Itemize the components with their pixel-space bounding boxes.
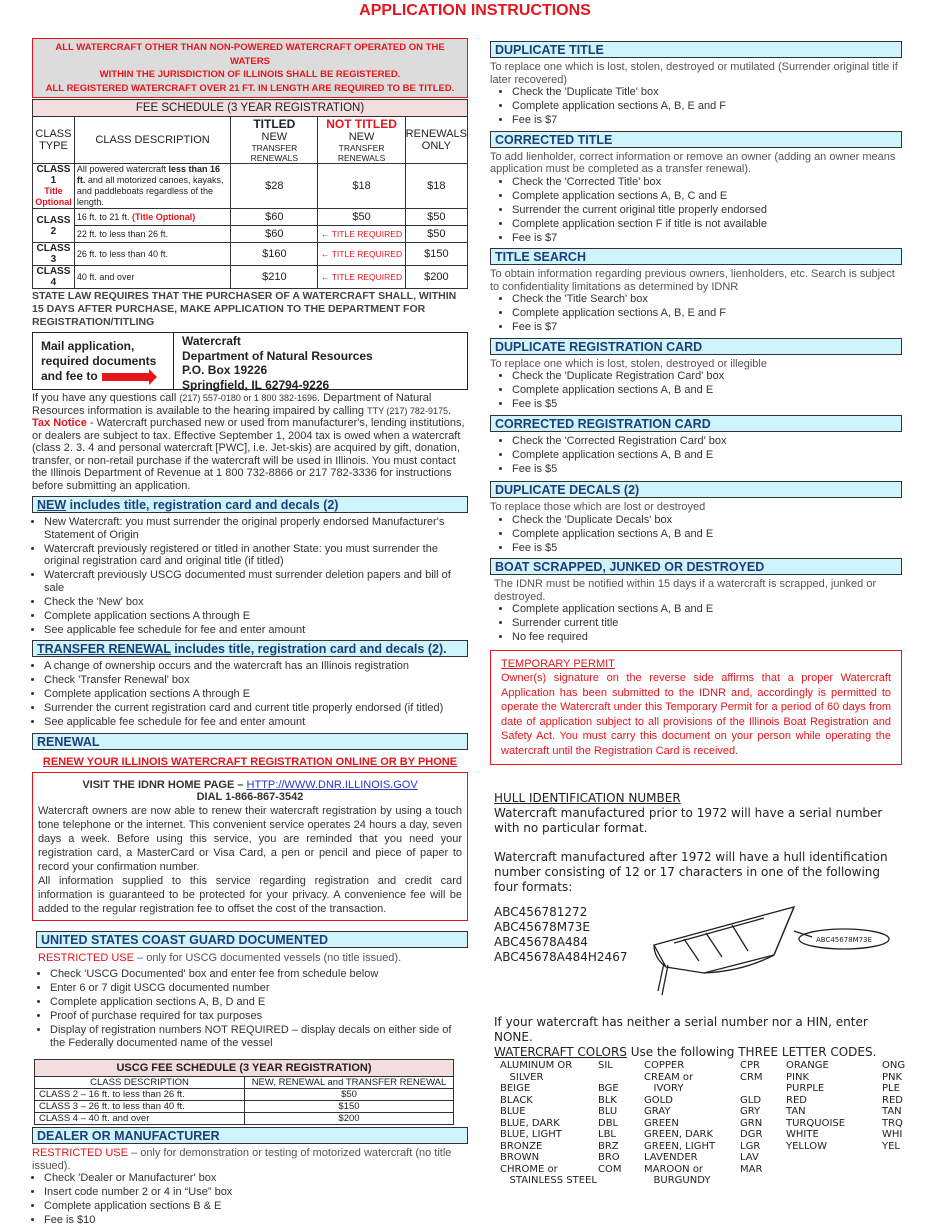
renewal-paragraph: All information supplied to this service regarding registration and credit card information is guaranteed to be protected for your privacy. A convenience fee will be added to the regular registration fee to offset the cost of the transaction. bbox=[38, 874, 462, 915]
color-code: SIL bbox=[598, 1060, 613, 1071]
mail-line: required documents bbox=[41, 354, 157, 368]
restricted-use-text: – only for USCG documented vessels (no title issued). bbox=[133, 951, 402, 964]
restricted-use-text: – only for demonstration or testing of motorized watercraft (no title issued). bbox=[32, 1147, 452, 1172]
section-header-boat-scrapped: BOAT SCRAPPED, JUNKED OR DESTROYED bbox=[490, 558, 902, 575]
fee-value: $150 bbox=[405, 243, 467, 266]
list-item: • Check the 'Corrected Title' box bbox=[512, 176, 902, 189]
state-law-notice: STATE LAW REQUIRES THAT THE PURCHASER OF A WATERCRAFT SHALL, WITHIN 15 DAYS AFTER PURCHASE, MAKE APPLICATION TO THE DEPARTMENT FOR REGISTRATION/TITLING bbox=[32, 290, 457, 328]
section-header-duplicate-title: DUPLICATE TITLE bbox=[490, 41, 902, 58]
col-fee: NEW, RENEWAL and TRANSFER RENEWAL bbox=[245, 1077, 454, 1089]
header-keyword: TRANSFER RENEWAL bbox=[37, 642, 171, 656]
corrected-title-list bbox=[512, 176, 902, 245]
color-row bbox=[500, 1118, 912, 1130]
renewal-box bbox=[32, 772, 468, 921]
class-2b-description: 22 ft. to less than 26 ft. bbox=[74, 226, 230, 243]
section-text: To replace one which is lost, stolen, destroyed or illegible bbox=[490, 357, 767, 370]
dealer-restricted bbox=[32, 1147, 468, 1172]
list-item: • Check the 'Title Search' box bbox=[512, 293, 902, 306]
color-name: ALUMINUM OR bbox=[500, 1060, 573, 1071]
color-code: PLE bbox=[882, 1083, 900, 1094]
color-name: TURQUOISE bbox=[786, 1117, 846, 1129]
renew-online-heading: RENEW YOUR ILLINOIS WATERCRAFT REGISTRATION ONLINE OR BY PHONE bbox=[42, 755, 458, 768]
visit-label: VISIT THE IDNR HOME PAGE – bbox=[82, 778, 247, 791]
uscg-fee-table bbox=[34, 1059, 454, 1125]
fee-value: $160 bbox=[231, 243, 318, 266]
color-name: BURGUNDY bbox=[644, 1175, 711, 1186]
tax-notice-label: Tax Notice bbox=[32, 417, 87, 429]
tax-notice-text: - Watercraft purchased new or used from manufacturer's, lending institutions, or dealers are subject to tax. Effective September 1, 2004 tax is owed when a watercraft (class 2. 3. 4 and personal watercraft [PWC], i.e. Jet-skis) are acquired by gift, donation, transfer, or non-retail purchase if the watercraft will be used in Illinois. You must contact the Illinois Department of Revenue at 1 800 732-8866 or 217 782-3336 for instructions before submitting an application. bbox=[32, 417, 465, 492]
list-item: • Insert code number 2 or 4 in “Use” box bbox=[44, 1186, 468, 1199]
color-row bbox=[500, 1060, 912, 1072]
list-item: • Surrender current title bbox=[512, 617, 902, 630]
fee-value: $28 bbox=[231, 164, 318, 209]
color-name: BRONZE bbox=[500, 1140, 543, 1152]
table-row bbox=[33, 243, 468, 266]
color-code: WHI bbox=[882, 1129, 903, 1140]
restricted-use-label: RESTRICTED USE bbox=[32, 1147, 128, 1159]
hin-format: ABC456781272 bbox=[494, 905, 588, 919]
idnr-home-link[interactable]: HTTP://WWW.DNR.ILLINOIS.GOV bbox=[246, 778, 418, 791]
section-header-title-search: TITLE SEARCH bbox=[490, 248, 902, 265]
title-search-list bbox=[512, 293, 902, 334]
color-codes-table bbox=[500, 1060, 912, 1187]
restricted-use-label: RESTRICTED USE bbox=[38, 951, 134, 964]
color-row bbox=[500, 1175, 912, 1187]
uscg-fee-caption: USCG FEE SCHEDULE (3 YEAR REGISTRATION) bbox=[35, 1060, 454, 1077]
class-label: CLASS 4 bbox=[33, 266, 75, 289]
registration-banner bbox=[32, 38, 468, 98]
table-row bbox=[33, 164, 468, 209]
list-item: • No fee required bbox=[512, 631, 902, 644]
hull-heading: HULL IDENTIFICATION NUMBER bbox=[494, 791, 681, 805]
fee-value: $50 bbox=[318, 209, 405, 226]
color-row bbox=[500, 1141, 912, 1153]
col-class-type: CLASS TYPE bbox=[33, 117, 75, 164]
section-header-new bbox=[32, 496, 468, 513]
title-required: ← TITLE REQUIRED bbox=[318, 266, 405, 289]
phone-numbers: (217) 557-0180 or 1 800 382-1696 bbox=[179, 393, 317, 403]
section-header-dealer: DEALER OR MANUFACTURER bbox=[32, 1127, 468, 1144]
new-label: NEW bbox=[348, 131, 375, 143]
color-code: CPR bbox=[740, 1060, 760, 1071]
list-item: • Fee is $7 bbox=[512, 232, 902, 245]
hull-paragraph: Watercraft manufactured after 1972 will have a hull identification number consisting of 12 or 17 characters in one of the following four formats: bbox=[494, 850, 888, 894]
hull-section bbox=[490, 791, 902, 1060]
class-cell: CLASS 3 – 26 ft. to less than 40 ft. bbox=[35, 1101, 245, 1113]
new-label: NEW bbox=[261, 131, 288, 143]
list-item: • Check the 'Duplicate Title' box bbox=[512, 86, 902, 99]
mail-address-box bbox=[32, 332, 468, 390]
col-renewals-only: RENEWALS ONLY bbox=[405, 117, 467, 164]
tty-number: TTY (217) 782-9175 bbox=[367, 405, 448, 416]
list-item: • Check 'Transfer Renewal' box bbox=[44, 674, 468, 687]
color-code: DBL bbox=[598, 1117, 619, 1129]
fee-value: $200 bbox=[405, 266, 467, 289]
list-item: • Check the 'Duplicate Decals' box bbox=[512, 514, 902, 527]
color-name bbox=[786, 1152, 882, 1164]
fee-value: $60 bbox=[231, 209, 318, 226]
list-item: • Complete application sections A through E bbox=[44, 688, 468, 701]
fee-value: $60 bbox=[231, 226, 318, 243]
new-list bbox=[44, 516, 468, 636]
transfer-list bbox=[44, 660, 468, 729]
transfer-renewals-label: TRANSFER RENEWALS bbox=[250, 143, 299, 163]
color-name: COPPER bbox=[644, 1060, 685, 1071]
color-name: CHROME or bbox=[500, 1163, 558, 1175]
duplicate-title-list bbox=[512, 86, 902, 127]
color-code bbox=[598, 1175, 644, 1187]
arrow-right-icon bbox=[102, 373, 150, 381]
color-code bbox=[740, 1175, 786, 1187]
class-cell: CLASS 2 – 16 ft. to less than 26 ft. bbox=[35, 1089, 245, 1101]
section-header-duplicate-registration: DUPLICATE REGISTRATION CARD bbox=[490, 338, 902, 355]
fee-value: $50 bbox=[405, 209, 467, 226]
color-name: PINK bbox=[786, 1071, 810, 1083]
color-code: MAR bbox=[740, 1163, 763, 1175]
fee-value: $150 bbox=[245, 1101, 454, 1113]
left-column bbox=[32, 38, 468, 1228]
color-name: BLUE, LIGHT bbox=[500, 1129, 562, 1140]
color-code: GRY bbox=[740, 1106, 761, 1117]
hin-format: ABC45678A484 bbox=[494, 935, 588, 949]
address-line: Springfield, IL 62794-9226 bbox=[182, 377, 330, 392]
list-item: • Fee is $5 bbox=[512, 398, 902, 411]
list-item: • Enter 6 or 7 digit USCG documented number bbox=[50, 982, 468, 995]
text: If you have any questions call bbox=[32, 392, 180, 404]
color-name bbox=[786, 1175, 882, 1187]
boat-scrapped-list bbox=[512, 603, 902, 644]
list-item: • Fee is $5 bbox=[512, 542, 902, 555]
color-code: GRN bbox=[740, 1117, 763, 1129]
list-item: • Complete application sections A, B and E bbox=[512, 449, 902, 462]
list-item: • Complete application sections A, B, D and E bbox=[50, 996, 468, 1009]
color-code: BGE bbox=[598, 1083, 619, 1094]
color-code: ONG bbox=[882, 1060, 906, 1071]
color-name: PURPLE bbox=[786, 1083, 825, 1094]
list-item: • Check 'Dealer or Manufacturer' box bbox=[44, 1172, 468, 1185]
desc-text: and all motorized canoes, kayaks, and paddleboats regardless of the length. bbox=[76, 175, 224, 207]
banner-line: ALL REGISTERED WATERCRAFT OVER 21 FT. IN LENGTH ARE REQUIRED TO BE TITLED. bbox=[45, 82, 455, 94]
not-titled-label: NOT TITLED bbox=[326, 117, 397, 131]
color-name bbox=[786, 1164, 882, 1176]
list-item: • Complete application sections A, B and E bbox=[512, 528, 902, 541]
color-code: BLK bbox=[598, 1094, 617, 1106]
color-name: BEIGE bbox=[500, 1083, 531, 1094]
list-item: • See applicable fee schedule for fee and enter amount bbox=[44, 624, 468, 637]
list-item: • A change of ownership occurs and the watercraft has an Illinois registration bbox=[44, 660, 468, 673]
titled-label: TITLED bbox=[253, 117, 296, 131]
mail-address bbox=[174, 333, 381, 392]
list-item: • Proof of purchase required for tax purposes bbox=[50, 1010, 468, 1023]
color-name: SILVER bbox=[500, 1071, 544, 1083]
color-code: CRM bbox=[740, 1071, 763, 1083]
mail-instructions bbox=[33, 333, 174, 389]
color-name: YELLOW bbox=[786, 1140, 827, 1152]
fee-value: $200 bbox=[245, 1113, 454, 1125]
list-item: • Check the 'Duplicate Registration Card' box bbox=[512, 370, 902, 383]
color-code: RED bbox=[882, 1094, 903, 1106]
colors-heading bbox=[494, 1045, 902, 1060]
temporary-permit-heading: TEMPORARY PERMIT bbox=[501, 657, 615, 670]
color-name: MAROON or bbox=[644, 1163, 704, 1175]
list-item: • Surrender the current original title properly endorsed bbox=[512, 204, 902, 217]
color-row bbox=[500, 1106, 912, 1118]
color-code: BRO bbox=[598, 1152, 620, 1163]
color-name: BLUE, DARK bbox=[500, 1117, 560, 1129]
color-row bbox=[500, 1072, 912, 1084]
corrected-registration-list bbox=[512, 435, 902, 476]
table-row bbox=[35, 1089, 454, 1101]
hull-paragraph: Watercraft manufactured prior to 1972 will have a serial number with no particular format. bbox=[494, 806, 883, 835]
class-cell: CLASS 4 – 40 ft. and over bbox=[35, 1113, 245, 1125]
fee-schedule-table bbox=[32, 99, 468, 289]
color-row bbox=[500, 1095, 912, 1107]
color-row bbox=[500, 1164, 912, 1176]
section-text: To replace one which is lost, stolen, destroyed or mutilated (Surrender original title if later recovered) bbox=[490, 61, 898, 86]
fee-schedule-caption: FEE SCHEDULE (3 YEAR REGISTRATION) bbox=[33, 100, 468, 117]
list-item: • See applicable fee schedule for fee and enter amount bbox=[44, 716, 468, 729]
list-item: • New Watercraft: you must surrender the original properly endorsed Manufacturer's Statement of Origin bbox=[44, 516, 468, 541]
title-required: ← TITLE REQUIRED bbox=[318, 226, 405, 243]
color-code bbox=[598, 1072, 644, 1084]
list-item: • Complete application sections A, B and E bbox=[512, 603, 902, 616]
desc-bold: less than 16 ft. bbox=[76, 164, 220, 185]
color-row bbox=[500, 1129, 912, 1141]
color-code: TAN bbox=[882, 1106, 902, 1117]
temporary-permit-box bbox=[490, 650, 902, 766]
color-name: STAINLESS STEEL bbox=[500, 1175, 597, 1186]
color-name: BLACK bbox=[500, 1094, 533, 1106]
section-header-duplicate-decals: DUPLICATE DECALS (2) bbox=[490, 481, 902, 498]
right-column bbox=[490, 41, 906, 1187]
title-required: ← TITLE REQUIRED bbox=[318, 243, 405, 266]
class-2a-description bbox=[74, 209, 230, 226]
list-item: • Complete application sections A, B, E and F bbox=[512, 100, 902, 113]
header-keyword: NEW bbox=[37, 498, 67, 512]
colors-text: Use the following THREE LETTER CODES. bbox=[626, 1045, 877, 1059]
text: . Department of Natural Resources information is available to the hearing impaired by calling bbox=[32, 392, 432, 417]
class-label: CLASS 3 bbox=[33, 243, 75, 266]
renewal-paragraph: Watercraft owners are now able to renew their watercraft registration by using a touch tone telephone or the internet. This convenient service operates 24 hours a day, seven days a week. Before using this service, you are reminded that you need your registration card, a MasterCard or Visa Card, a pen or pencil and piece of paper to record your confirmation number. bbox=[38, 804, 462, 873]
color-row bbox=[500, 1083, 912, 1095]
address-line: P.O. Box 19226 bbox=[182, 363, 268, 377]
color-code: BRZ bbox=[598, 1140, 619, 1152]
color-code bbox=[882, 1164, 912, 1176]
header-text: includes title, registration card and decals (2) bbox=[66, 498, 339, 512]
hin-format: ABC45678M73E bbox=[494, 920, 590, 934]
color-code: YEL bbox=[882, 1140, 900, 1152]
section-header-corrected-title: CORRECTED TITLE bbox=[490, 131, 902, 148]
title-optional: (Title Optional) bbox=[131, 211, 196, 222]
color-name: BROWN bbox=[500, 1152, 540, 1163]
temporary-permit-text: Owner(s) signature on the reverse side affirms that a proper Watercraft Application has been submitted to the IDNR and, accordingly is permitted to operate the Watercraft under this Temporary Permit for a period of 60 days from date of application subject to all provisions of the Illinois Boat Registration and Safety Act. You must carry this document on your person while operating the watercraft until the Registration Card is received. bbox=[501, 672, 891, 757]
hin-format: ABC45678A484H2467 bbox=[494, 950, 628, 964]
list-item: • Display of registration numbers NOT REQUIRED – display decals on either side of the Federally documented name of the vessel bbox=[50, 1024, 468, 1049]
class-1-cell bbox=[33, 164, 75, 209]
color-name: BLUE bbox=[500, 1106, 526, 1117]
list-item: • Complete application sections A, B, C and E bbox=[512, 190, 902, 203]
color-code: GLD bbox=[740, 1094, 762, 1106]
color-code: BLU bbox=[598, 1106, 618, 1117]
list-item: • Fee is $7 bbox=[512, 114, 902, 127]
col-class-description: CLASS DESCRIPTION bbox=[35, 1077, 245, 1089]
color-code bbox=[882, 1152, 912, 1164]
uscg-restricted bbox=[38, 952, 468, 965]
fee-value: $18 bbox=[405, 164, 467, 209]
color-name: GREEN bbox=[644, 1117, 679, 1129]
section-header-uscg: UNITED STATES COAST GUARD DOCUMENTED bbox=[36, 931, 468, 948]
boat-illustration bbox=[644, 903, 906, 1003]
table-row bbox=[33, 226, 468, 243]
section-text: To replace those which are lost or destroyed bbox=[490, 501, 706, 513]
color-name: IVORY bbox=[644, 1083, 684, 1094]
list-item: • Surrender the current registration card and current title properly endorsed (if titled) bbox=[44, 702, 468, 715]
color-name: RED bbox=[786, 1094, 807, 1106]
color-name: GOLD bbox=[644, 1094, 673, 1106]
fee-value: $50 bbox=[245, 1089, 454, 1101]
color-name: GRAY bbox=[644, 1106, 671, 1117]
banner-line: ALL WATERCRAFT OTHER THAN NON-POWERED WATERCRAFT OPERATED ON THE WATERS bbox=[55, 42, 445, 67]
color-row bbox=[500, 1152, 912, 1164]
color-name: LAVENDER bbox=[644, 1152, 698, 1163]
list-item: • Check the 'Corrected Registration Card' box bbox=[512, 435, 902, 448]
duplicate-decals-list bbox=[512, 514, 902, 555]
fee-value: $18 bbox=[318, 164, 405, 209]
class-label: CLASS 2 bbox=[33, 209, 75, 243]
table-row bbox=[33, 209, 468, 226]
tax-notice bbox=[32, 417, 468, 492]
mail-line: Mail application, bbox=[41, 339, 135, 353]
page-title: APPLICATION INSTRUCTIONS bbox=[359, 2, 591, 19]
list-item: • Complete application sections A through E bbox=[44, 610, 468, 623]
section-text: The IDNR must be notified within 15 days if a watercraft is scrapped, junked or destroyed. bbox=[494, 578, 877, 603]
color-name: GREEN, LIGHT bbox=[644, 1140, 716, 1152]
fee-value: $50 bbox=[405, 226, 467, 243]
color-name: ORANGE bbox=[786, 1060, 829, 1071]
dealer-list bbox=[44, 1172, 468, 1227]
list-item: • Fee is $7 bbox=[512, 321, 902, 334]
dial-line: DIAL 1-866-867-3542 bbox=[196, 790, 304, 803]
class-1-description bbox=[74, 164, 230, 209]
text: . bbox=[447, 404, 452, 417]
color-name: GREEN, DARK bbox=[644, 1129, 714, 1140]
class-4-description: 40 ft. and over bbox=[74, 266, 230, 289]
duplicate-registration-list bbox=[512, 370, 902, 411]
hull-formats-area bbox=[494, 903, 902, 1015]
address-line: Department of Natural Resources bbox=[182, 348, 373, 363]
questions-paragraph bbox=[32, 392, 468, 417]
color-code bbox=[882, 1175, 912, 1187]
colors-label: WATERCRAFT COLORS bbox=[494, 1045, 627, 1059]
header-text: includes title, registration card and decals (2). bbox=[170, 642, 447, 656]
table-row bbox=[35, 1113, 454, 1125]
desc-text: 16 ft. to 21 ft. bbox=[76, 211, 132, 222]
col-titled bbox=[231, 117, 318, 164]
color-name: CREAM or bbox=[644, 1071, 694, 1083]
fee-value: $210 bbox=[231, 266, 318, 289]
color-code bbox=[740, 1083, 786, 1095]
hin-formats bbox=[494, 905, 627, 965]
list-item: • Complete application sections B & E bbox=[44, 1200, 468, 1213]
mail-line: and fee to bbox=[41, 369, 98, 383]
section-text: To obtain information regarding previous owners, lienholders, etc. Search is subject to confidentiality limitations as determined by IDNR bbox=[490, 268, 895, 293]
color-name: TAN bbox=[786, 1106, 806, 1117]
section-text: To add lienholder, correct information or remove an owner (adding an owner means application must be completed as a transfer renewal). bbox=[490, 150, 896, 175]
list-item: • Complete application sections A, B and E bbox=[512, 384, 902, 397]
color-name: WHITE bbox=[786, 1129, 819, 1140]
color-code: COM bbox=[598, 1163, 622, 1175]
color-code: TRQ bbox=[882, 1117, 903, 1129]
banner-line: WITHIN THE JURISDICTION OF ILLINOIS SHALL BE REGISTERED. bbox=[99, 69, 401, 80]
col-class-description: CLASS DESCRIPTION bbox=[74, 117, 230, 164]
title-optional: Title Optional bbox=[35, 186, 72, 207]
hull-none-note: If your watercraft has neither a serial number nor a HIN, enter NONE. bbox=[494, 1015, 868, 1044]
list-item: • Check the 'New' box bbox=[44, 596, 468, 609]
list-item: • Watercraft previously USCG documented must surrender deletion papers and bill of sale bbox=[44, 569, 468, 594]
color-code: LGR bbox=[740, 1140, 761, 1152]
list-item: • Complete application section F if title is not available bbox=[512, 218, 902, 231]
color-code: LAV bbox=[740, 1152, 759, 1163]
table-row bbox=[35, 1101, 454, 1113]
uscg-list bbox=[50, 968, 468, 1049]
hin-tag: ABC45678M73E bbox=[816, 936, 872, 944]
list-item: • Check 'USCG Documented' box and enter fee from schedule below bbox=[50, 968, 468, 981]
section-header-transfer-renewal bbox=[32, 640, 468, 657]
class-3-description: 26 ft. to less than 40 ft. bbox=[74, 243, 230, 266]
visit-line bbox=[38, 779, 462, 791]
desc-text: All powered watercraft bbox=[76, 164, 169, 174]
section-header-corrected-registration: CORRECTED REGISTRATION CARD bbox=[490, 415, 902, 432]
color-code: PNK bbox=[882, 1071, 903, 1083]
transfer-renewals-label: TRANSFER RENEWALS bbox=[337, 143, 386, 163]
address-line: Watercraft bbox=[182, 334, 241, 348]
col-not-titled bbox=[318, 117, 405, 164]
class-label: CLASS 1 bbox=[36, 164, 71, 186]
list-item: • Complete application sections A, B, E and F bbox=[512, 307, 902, 320]
color-code: DGR bbox=[740, 1129, 763, 1140]
color-code: LBL bbox=[598, 1129, 617, 1140]
table-row bbox=[33, 266, 468, 289]
list-item: • Fee is $10 bbox=[44, 1214, 468, 1227]
list-item: • Watercraft previously registered or titled in another State: you must surrender the original registration card and original title (if titled) bbox=[44, 543, 468, 568]
section-header-renewal: RENEWAL bbox=[32, 733, 468, 750]
list-item: • Fee is $5 bbox=[512, 463, 902, 476]
